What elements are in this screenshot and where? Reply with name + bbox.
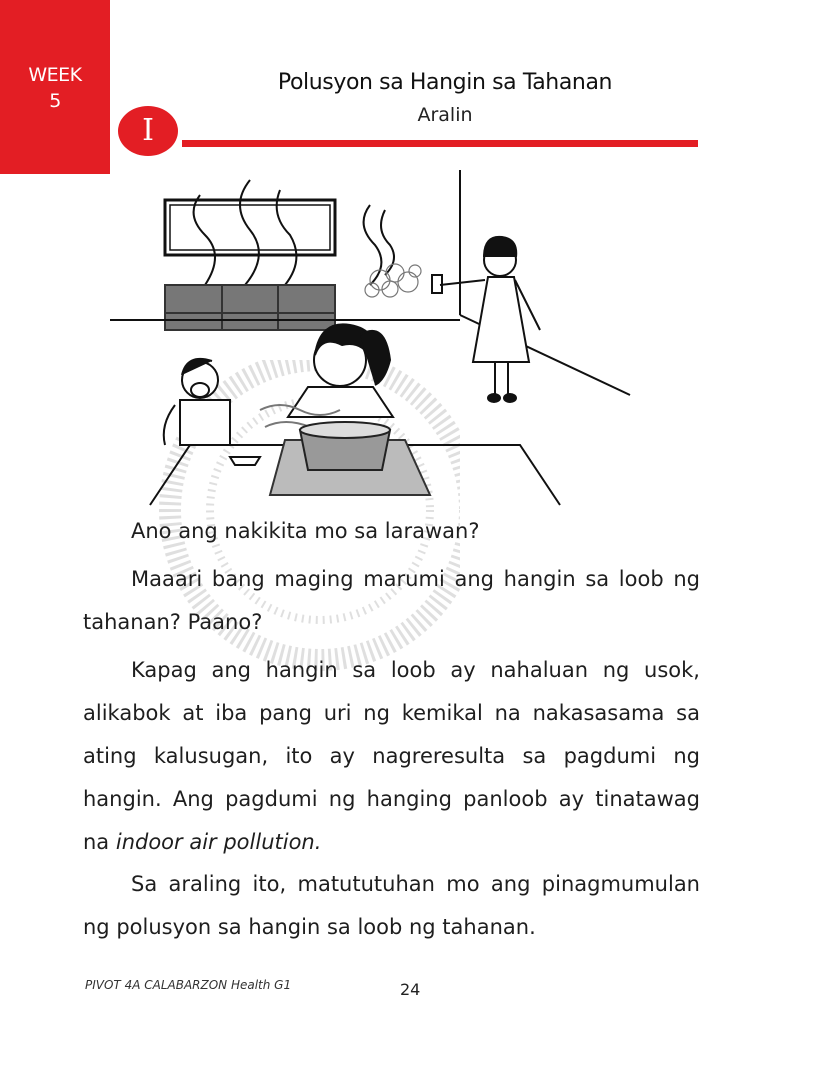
term-italic: indoor air pollution. <box>115 830 322 854</box>
header-rule <box>182 140 698 147</box>
question-paragraph-2: Maaari bang maging marumi ang hangin sa loob ng tahanan? Paano? <box>83 567 700 634</box>
explanation-paragraph <box>83 649 700 864</box>
objective-paragraph: Sa araling ito, matututuhan mo ang pinagmumulan ng polusyon sa hangin sa loob ng tahanan. <box>83 872 700 939</box>
footer-source: PIVOT 4A CALABARZON Health G1 <box>85 978 292 992</box>
week-tab <box>0 0 110 174</box>
girl-cooking <box>288 324 393 417</box>
page-number: 24 <box>400 980 421 999</box>
section-badge: I <box>118 106 178 156</box>
explanation-text: Kapag ang hangin sa loob ay nahaluan ng usok, alikabok at iba pang uri ng kemikal na nakasasama sa ating kalusugan, ito ay nagreresulta sa pagdumi ng hangin. Ang pagdumi ng hanging panloob ay tinatawag na <box>83 658 700 854</box>
question-paragraph: Ano ang nakikita mo sa larawan? <box>131 519 480 543</box>
wall-frame <box>165 200 335 255</box>
page-title: Polusyon sa Hangin sa Tahanan <box>277 70 613 95</box>
sofa <box>165 285 335 330</box>
page-subtitle: Aralin <box>417 104 473 126</box>
week-label: WEEK <box>28 64 82 86</box>
boy-covering-nose <box>164 359 230 445</box>
illustration-household-air-pollution <box>110 165 650 510</box>
week-number: 5 <box>49 90 61 112</box>
